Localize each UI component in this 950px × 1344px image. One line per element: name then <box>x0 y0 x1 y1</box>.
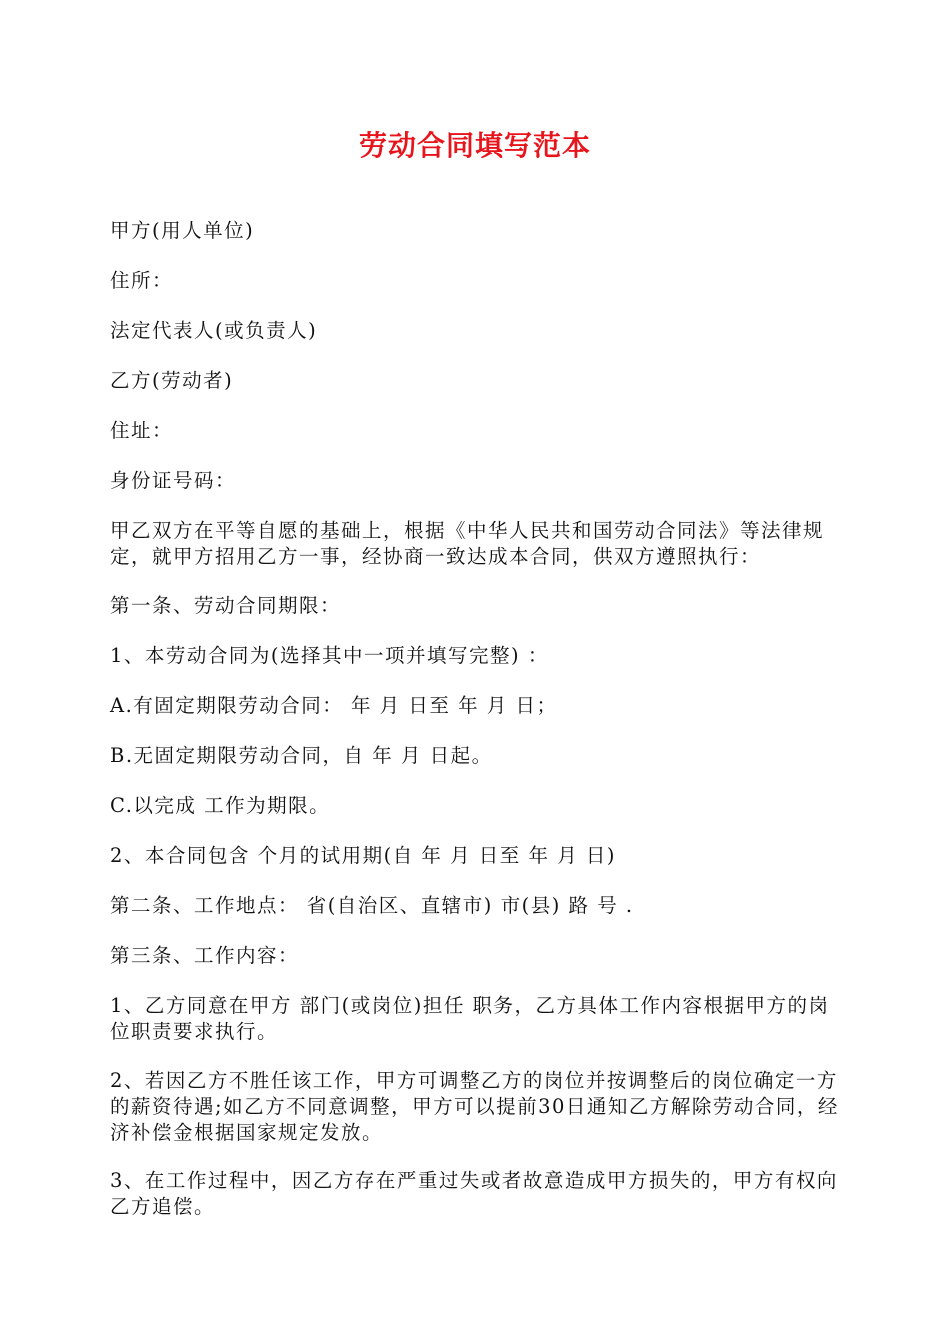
clause-3-1: 1、乙方同意在甲方 部门(或岗位)担任 职务，乙方具体工作内容根据甲方的岗位职责要求执行。 <box>110 994 830 1043</box>
preamble-paragraph: 甲乙双方在平等自愿的基础上，根据《中华人民共和国劳动合同法》等法律规定，就甲方招用乙方一事，经协商一致达成本合同，供双方遵照执行： <box>110 519 825 568</box>
id-number-label: 身份证号码： <box>110 469 237 492</box>
clause-option-a: A.有固定期限劳动合同： 年 月 日至 年 月 日； <box>110 694 558 717</box>
party-a-address-label: 住所： <box>110 269 174 292</box>
clause-option-c: C.以完成 工作为期限。 <box>110 794 331 817</box>
party-b-address-label: 住址： <box>110 419 174 442</box>
clause-option-b: B.无固定期限劳动合同，自 年 月 日起。 <box>110 744 493 767</box>
article-2-heading: 第二条、工作地点： 省(自治区、直辖市) 市(县) 路 号 . <box>110 894 634 917</box>
clause-1-2: 2、本合同包含 个月的试用期(自 年 月 日至 年 月 日) <box>110 844 617 867</box>
clause-3-3: 3、在工作过程中，因乙方存在严重过失或者故意造成甲方损失的，甲方有权向乙方追偿。 <box>110 1169 838 1218</box>
article-1-heading: 第一条、劳动合同期限： <box>110 594 342 617</box>
party-b-label: 乙方(劳动者) <box>110 369 234 392</box>
clause-1-1: 1、本劳动合同为(选择其中一项并填写完整) ： <box>110 644 549 667</box>
party-a-label: 甲方(用人单位) <box>110 219 255 242</box>
legal-representative-label: 法定代表人(或负责人) <box>110 319 318 342</box>
document-title: 劳动合同填写范本 <box>358 129 591 162</box>
article-3-heading: 第三条、工作内容： <box>110 944 300 967</box>
clause-3-2: 2、若因乙方不胜任该工作，甲方可调整乙方的岗位并按调整后的岗位确定一方的薪资待遇;如乙方不同意调整，甲方可以提前30日通知乙方解除劳动合同，经济补偿金根据国家规定发放。 <box>110 1069 839 1144</box>
